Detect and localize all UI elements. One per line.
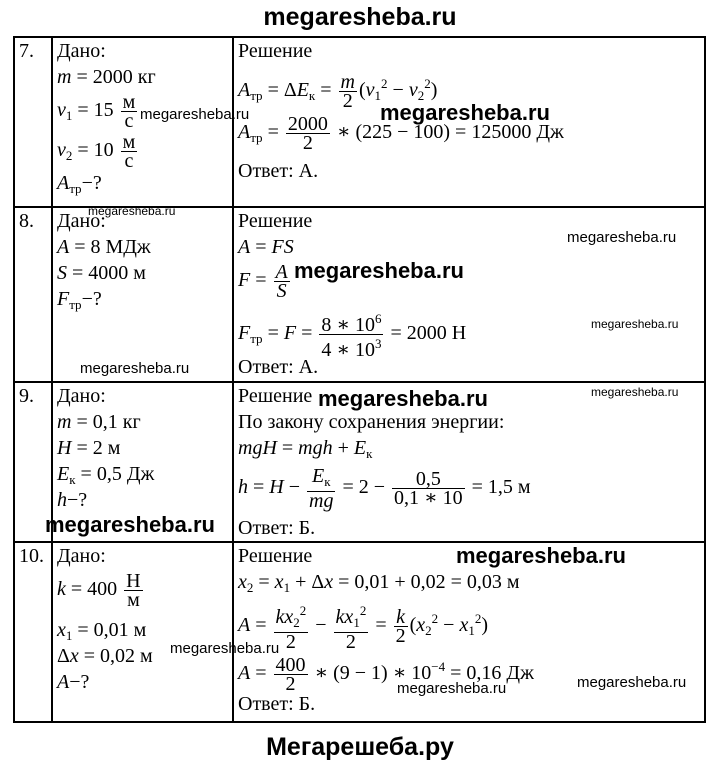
given-label: Дано:: [57, 210, 106, 232]
formula-line: A = FS: [238, 236, 294, 258]
task-row: [14, 542, 705, 722]
solution-label: Решение: [238, 385, 313, 407]
task-number: 9.: [14, 382, 52, 542]
given-cell: [52, 542, 233, 722]
given-line: $x_1 = 0,01$ м: [57, 619, 147, 643]
watermark: megaresheba.ru: [397, 680, 507, 697]
formula-line: A = $\frac{kx_2^2}{2}$ − $\frac{kx_1^2}{2}$ = $\frac{k}{2}$ $(x_2^2 - x_1^2)$: [238, 602, 488, 653]
formula-line: $F_{тр} = F$ = $\frac{8 ∗ 10^6}{4 ∗ 10^3}$ = 2000 Н: [238, 311, 467, 361]
given-line: A−?: [57, 671, 90, 693]
given-line: $F_{тр}-$?: [57, 288, 102, 312]
answer-line: Ответ: Б.: [238, 693, 316, 715]
answer-line: Ответ: А.: [238, 160, 319, 182]
task-number: 7.: [14, 37, 52, 207]
given-line: m = 0,1 кг: [57, 411, 141, 433]
formula-line: A = $\frac{400}{2}$ ∗ (9 − 1) ∗ $10^{-4} = 0,16$ Дж: [238, 653, 534, 695]
formula-line: mgH = mgh + $E_к$: [238, 437, 373, 461]
task-number: 10.: [14, 542, 52, 722]
watermark: megaresheba.ru: [591, 385, 679, 399]
given-line: S = 4000 м: [57, 262, 146, 284]
formula-line: $A_{тр} = \Delta E_к$ = $\frac{m}{2}$ $(v_1^2 - v_2^2)$: [238, 70, 438, 112]
formula-line: По закону сохранения энергии:: [238, 411, 505, 433]
watermark: megaresheba.ru: [318, 386, 488, 411]
given-line: m = 2000 кг: [57, 66, 156, 88]
solutions-table: [13, 36, 706, 723]
answer-line: Ответ: Б.: [238, 517, 316, 539]
answer-line: Ответ: А.: [238, 356, 319, 378]
given-line: Δx = 0,02 м: [57, 645, 153, 667]
task-row: [14, 37, 705, 207]
given-line: H = 2 м: [57, 437, 121, 459]
solution-label: Решение: [238, 545, 313, 567]
watermark: megaresheba.ru: [577, 674, 687, 691]
solution-label: Решение: [238, 210, 313, 232]
watermark: megaresheba.ru: [140, 106, 250, 123]
given-line: A = 8 МДж: [57, 236, 151, 258]
task-number: 8.: [14, 207, 52, 382]
watermark: megaresheba.ru: [88, 204, 176, 218]
solution-label: Решение: [238, 40, 313, 62]
given-line: $v_2 = 10$ $\frac{м}{с}$: [57, 130, 136, 172]
given-line: $v_1 = 15$ $\frac{м}{с}$: [57, 90, 136, 132]
given-line: $A_{тр}-$?: [57, 172, 102, 196]
watermark: megaresheba.ru: [80, 360, 190, 377]
watermark: megaresheba.ru: [456, 543, 626, 568]
formula-line: $x_2 = x_1 + \Delta x = 0,01 + 0,02 = 0,03$ м: [238, 571, 520, 595]
watermark: megaresheba.ru: [45, 512, 215, 537]
given-line: h−?: [57, 489, 88, 511]
site-footer: Мегарешеба.ру: [266, 733, 454, 761]
formula-line: F = $\frac{A}{S}$: [238, 260, 288, 302]
watermark: megaresheba.ru: [591, 317, 679, 331]
given-cell: [52, 207, 233, 382]
given-label: Дано:: [57, 385, 106, 407]
watermark: megaresheba.ru: [380, 100, 550, 125]
given-line: k = 400 $\frac{Н}{м}$: [57, 569, 141, 611]
given-line: $E_к = 0,5$ Дж: [57, 463, 155, 487]
watermark: megaresheba.ru: [294, 258, 464, 283]
watermark: megaresheba.ru: [567, 229, 677, 246]
given-label: Дано:: [57, 545, 106, 567]
formula-line: $A_{тр}$ = $\frac{2000}{2}$ ∗ (225 − 100) = 125000 Дж: [238, 112, 564, 154]
given-label: Дано:: [57, 40, 106, 62]
watermark: megaresheba.ru: [170, 640, 280, 657]
site-header: megaresheba.ru: [263, 3, 457, 31]
formula-line: h = H − $\frac{E_к}{mg}$ = 2 − $\frac{0,5}{0,1 ∗ 10}$ = 1,5 м: [238, 465, 531, 512]
